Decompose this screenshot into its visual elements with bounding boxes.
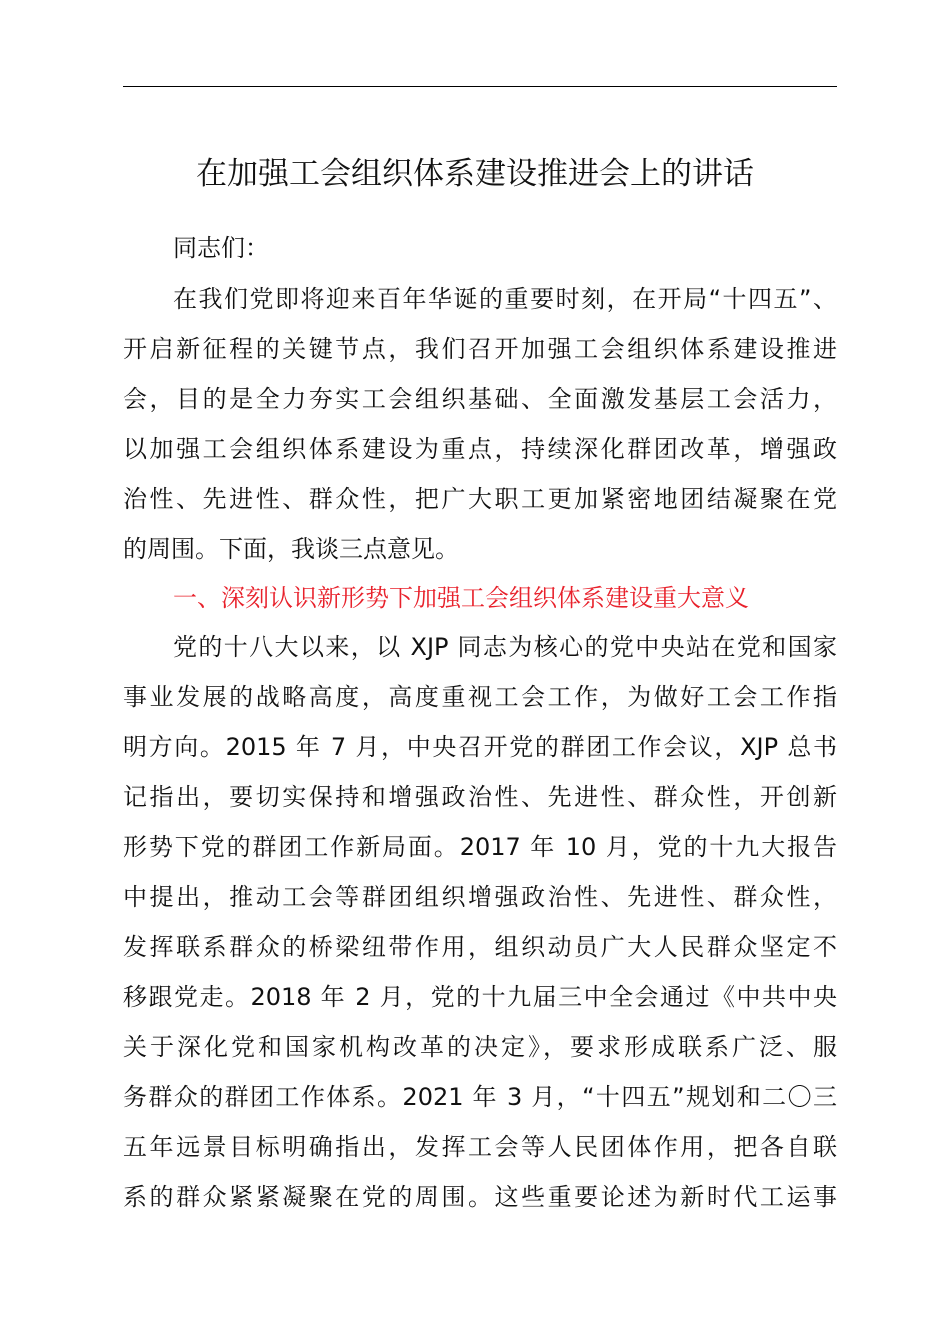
paragraph-line: 以加强工会组织体系建设为重点，持续深化群团改革，增强政: [123, 435, 837, 463]
paragraph-line: 党的十八大以来，以 XJP 同志为核心的党中央站在党和国家: [173, 633, 837, 661]
paragraph-line: 治性、先进性、群众性，把广大职工更加紧密地团结凝聚在党: [123, 485, 837, 513]
paragraph-line: 记指出，要切实保持和增强政治性、先进性、群众性，开创新: [123, 783, 837, 811]
paragraph-line: 的周围。下面，我谈三点意见。: [123, 535, 459, 563]
paragraph-line: 在我们党即将迎来百年华诞的重要时刻，在开局“十四五”、: [173, 285, 837, 313]
paragraph-line: 会，目的是全力夯实工会组织基础、全面激发基层工会活力，: [123, 385, 837, 413]
paragraph-line: 事业发展的战略高度，高度重视工会工作，为做好工会工作指: [123, 683, 837, 711]
header-rule: [123, 86, 837, 87]
paragraph-line: 发挥联系群众的桥梁纽带作用，组织动员广大人民群众坚定不: [123, 933, 837, 961]
paragraph-line: 五年远景目标明确指出，发挥工会等人民团体作用，把各自联: [123, 1133, 837, 1161]
paragraph-line: 开启新征程的关键节点，我们召开加强工会组织体系建设推进: [123, 335, 837, 363]
paragraph-line: 关于深化党和国家机构改革的决定》，要求形成联系广泛、服: [123, 1033, 837, 1061]
document-title: 在加强工会组织体系建设推进会上的讲话: [196, 156, 754, 192]
paragraph-line: 系的群众紧紧凝聚在党的周围。这些重要论述为新时代工运事: [123, 1183, 837, 1211]
paragraph-line: 务群众的群团工作体系。2021 年 3 月，“十四五”规划和二〇三: [123, 1083, 837, 1111]
paragraph-line: 明方向。2015 年 7 月，中央召开党的群团工作会议，XJP 总书: [123, 733, 837, 761]
paragraph-line: 中提出，推动工会等群团组织增强政治性、先进性、群众性，: [123, 883, 837, 911]
section-heading: 一、深刻认识新形势下加强工会组织体系建设重大意义: [173, 584, 749, 612]
salutation: 同志们：: [173, 234, 269, 262]
paragraph-line: 移跟党走。2018 年 2 月，党的十九届三中全会通过《中共中央: [123, 983, 837, 1011]
paragraph-line: 形势下党的群团工作新局面。2017 年 10 月，党的十九大报告: [123, 833, 837, 861]
